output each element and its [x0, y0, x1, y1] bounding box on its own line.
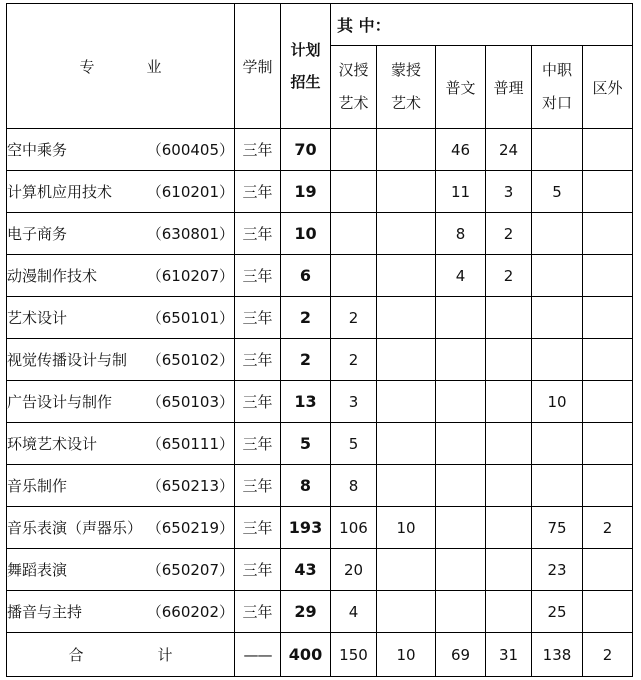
major-code: （630801）	[146, 225, 234, 243]
row-zhongzhi	[532, 297, 583, 339]
total-plan: 400	[281, 633, 331, 677]
major-code: （650101）	[146, 309, 234, 327]
row-puli	[486, 297, 532, 339]
row-major	[7, 507, 235, 549]
row-plan: 2	[281, 339, 331, 381]
row-major	[7, 381, 235, 423]
row-quwai	[583, 591, 633, 633]
header-han	[331, 46, 377, 129]
header-han-line1: 汉授	[338, 61, 369, 79]
total-label-char-a: 合	[68, 646, 84, 664]
row-puli	[486, 465, 532, 507]
row-zhongzhi: 5	[532, 171, 583, 213]
row-major-inner	[7, 265, 234, 286]
row-puli	[486, 381, 532, 423]
row-duration: 三年	[235, 591, 281, 633]
row-han: 3	[331, 381, 377, 423]
table-row	[7, 171, 633, 213]
row-plan: 10	[281, 213, 331, 255]
row-han	[331, 171, 377, 213]
row-duration: 三年	[235, 297, 281, 339]
row-quwai	[583, 339, 633, 381]
row-plan: 6	[281, 255, 331, 297]
row-major-inner	[7, 307, 234, 328]
row-meng	[377, 339, 436, 381]
table-row	[7, 213, 633, 255]
major-name: 环境艺术设计	[7, 435, 98, 453]
row-puwen: 11	[436, 171, 486, 213]
row-meng	[377, 549, 436, 591]
row-zhongzhi	[532, 465, 583, 507]
row-major-inner	[7, 223, 234, 244]
major-name: 舞蹈表演	[7, 561, 68, 579]
header-puli: 普理	[486, 46, 532, 129]
row-quwai: 2	[583, 507, 633, 549]
row-zhongzhi	[532, 129, 583, 171]
header-major	[7, 4, 235, 129]
row-plan: 5	[281, 423, 331, 465]
header-zhongzhi-line1: 中职	[541, 61, 572, 79]
total-zhongzhi: 138	[532, 633, 583, 677]
header-zhongzhi	[532, 46, 583, 129]
major-name: 广告设计与制作	[7, 393, 113, 411]
row-zhongzhi	[532, 423, 583, 465]
row-major-inner	[7, 391, 234, 412]
major-code: （610201）	[146, 183, 234, 201]
row-duration: 三年	[235, 213, 281, 255]
major-code: （650111）	[146, 435, 234, 453]
total-han: 150	[331, 633, 377, 677]
row-han: 2	[331, 339, 377, 381]
total-duration: ——	[235, 633, 281, 677]
row-han: 4	[331, 591, 377, 633]
major-code: （650103）	[146, 393, 234, 411]
major-name: 播音与主持	[7, 603, 83, 621]
row-major-inner	[7, 475, 234, 496]
row-puwen	[436, 591, 486, 633]
row-puli: 2	[486, 255, 532, 297]
row-puli	[486, 423, 532, 465]
row-puli: 24	[486, 129, 532, 171]
row-quwai	[583, 297, 633, 339]
row-quwai	[583, 549, 633, 591]
row-quwai	[583, 129, 633, 171]
row-zhongzhi: 10	[532, 381, 583, 423]
major-code: （600405）	[146, 141, 234, 159]
row-meng	[377, 171, 436, 213]
row-puwen	[436, 339, 486, 381]
total-quwai: 2	[583, 633, 633, 677]
row-zhongzhi: 25	[532, 591, 583, 633]
header-row-1	[7, 4, 633, 46]
row-quwai	[583, 423, 633, 465]
row-meng	[377, 591, 436, 633]
table-row	[7, 465, 633, 507]
total-row	[7, 633, 633, 677]
row-puli	[486, 549, 532, 591]
row-puli	[486, 507, 532, 549]
table-row	[7, 591, 633, 633]
row-duration: 三年	[235, 255, 281, 297]
row-zhongzhi	[532, 339, 583, 381]
row-puli: 2	[486, 213, 532, 255]
total-meng: 10	[377, 633, 436, 677]
row-duration: 三年	[235, 381, 281, 423]
row-puli	[486, 339, 532, 381]
header-puwen: 普文	[436, 46, 486, 129]
row-zhongzhi: 75	[532, 507, 583, 549]
row-major	[7, 591, 235, 633]
major-code: （650207）	[146, 561, 234, 579]
row-han	[331, 129, 377, 171]
row-meng	[377, 129, 436, 171]
major-code: （650102）	[146, 351, 234, 369]
row-puwen	[436, 423, 486, 465]
header-plan-line1: 计划	[290, 41, 321, 59]
total-puli: 31	[486, 633, 532, 677]
header-major-char-a: 专	[79, 57, 95, 76]
row-plan: 29	[281, 591, 331, 633]
table-row	[7, 549, 633, 591]
row-puwen: 4	[436, 255, 486, 297]
table-row	[7, 507, 633, 549]
row-han: 8	[331, 465, 377, 507]
header-plan-line2: 招生	[290, 73, 321, 91]
enrollment-plan-table	[6, 3, 633, 677]
major-name: 艺术设计	[7, 309, 68, 327]
total-label	[7, 633, 235, 677]
row-puwen	[436, 549, 486, 591]
row-duration: 三年	[235, 171, 281, 213]
row-meng	[377, 297, 436, 339]
table-row	[7, 129, 633, 171]
row-quwai	[583, 255, 633, 297]
row-meng	[377, 255, 436, 297]
row-quwai	[583, 381, 633, 423]
table-row	[7, 423, 633, 465]
row-meng	[377, 423, 436, 465]
row-han: 5	[331, 423, 377, 465]
row-meng: 10	[377, 507, 436, 549]
row-major	[7, 549, 235, 591]
major-name: 计算机应用技术	[7, 183, 113, 201]
row-han: 106	[331, 507, 377, 549]
row-plan: 8	[281, 465, 331, 507]
header-plan	[281, 4, 331, 129]
row-major	[7, 423, 235, 465]
row-zhongzhi: 23	[532, 549, 583, 591]
row-duration: 三年	[235, 507, 281, 549]
header-duration: 学制	[235, 4, 281, 129]
row-zhongzhi	[532, 255, 583, 297]
row-duration: 三年	[235, 423, 281, 465]
row-plan: 13	[281, 381, 331, 423]
table-row	[7, 339, 633, 381]
row-plan: 19	[281, 171, 331, 213]
header-major-char-b: 业	[146, 57, 162, 76]
row-puwen	[436, 507, 486, 549]
row-major	[7, 171, 235, 213]
row-quwai	[583, 465, 633, 507]
row-han: 2	[331, 297, 377, 339]
row-major	[7, 213, 235, 255]
row-major	[7, 255, 235, 297]
row-duration: 三年	[235, 465, 281, 507]
row-han	[331, 255, 377, 297]
row-major	[7, 297, 235, 339]
header-meng-line2: 艺术	[390, 94, 421, 112]
row-puwen	[436, 465, 486, 507]
header-meng	[377, 46, 436, 129]
row-meng	[377, 213, 436, 255]
row-quwai	[583, 171, 633, 213]
header-quwai: 区外	[583, 46, 633, 129]
major-name: 音乐表演（声器乐）	[7, 519, 143, 537]
major-name: 空中乘务	[7, 141, 68, 159]
major-name: 电子商务	[7, 225, 68, 243]
row-duration: 三年	[235, 339, 281, 381]
header-among: 其 中：	[331, 4, 633, 46]
row-major	[7, 339, 235, 381]
table-row	[7, 297, 633, 339]
header-meng-line1: 蒙授	[390, 61, 421, 79]
header-han-line2: 艺术	[338, 94, 369, 112]
header-zhongzhi-line2: 对口	[541, 94, 572, 112]
total-puwen: 69	[436, 633, 486, 677]
major-code: （610207）	[146, 267, 234, 285]
row-major-inner	[7, 349, 234, 370]
row-major	[7, 129, 235, 171]
row-plan: 70	[281, 129, 331, 171]
row-puli	[486, 591, 532, 633]
row-puwen	[436, 297, 486, 339]
row-puwen	[436, 381, 486, 423]
major-name: 视觉传播设计与制	[7, 351, 128, 369]
row-major-inner	[7, 433, 234, 454]
table-row	[7, 381, 633, 423]
major-code: （650213）	[146, 477, 234, 495]
row-duration: 三年	[235, 129, 281, 171]
major-code: （660202）	[146, 603, 234, 621]
row-plan: 193	[281, 507, 331, 549]
major-name: 动漫制作技术	[7, 267, 98, 285]
major-code: （650219）	[146, 519, 234, 537]
row-puwen: 46	[436, 129, 486, 171]
row-duration: 三年	[235, 549, 281, 591]
enrollment-plan-table-wrapper	[6, 3, 633, 677]
row-major-inner	[7, 601, 234, 622]
row-quwai	[583, 213, 633, 255]
row-major-inner	[7, 517, 234, 538]
row-plan: 43	[281, 549, 331, 591]
row-meng	[377, 381, 436, 423]
row-puwen: 8	[436, 213, 486, 255]
row-meng	[377, 465, 436, 507]
row-major	[7, 465, 235, 507]
total-label-char-b: 计	[157, 646, 173, 664]
row-plan: 2	[281, 297, 331, 339]
row-puli: 3	[486, 171, 532, 213]
row-major-inner	[7, 139, 234, 160]
row-zhongzhi	[532, 213, 583, 255]
major-name: 音乐制作	[7, 477, 68, 495]
table-row	[7, 255, 633, 297]
row-han	[331, 213, 377, 255]
row-major-inner	[7, 181, 234, 202]
row-han: 20	[331, 549, 377, 591]
row-major-inner	[7, 559, 234, 580]
